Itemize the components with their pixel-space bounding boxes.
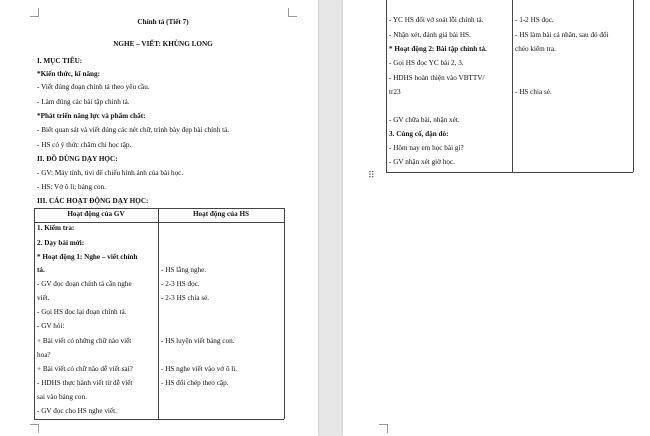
table-column-divider bbox=[158, 208, 159, 419]
student-cell-line: - HS lắng nghe. bbox=[161, 266, 207, 274]
table-border-left bbox=[386, 0, 387, 172]
table-header-divider bbox=[34, 222, 284, 223]
teacher-cell-line: + Bài viết có những chữ nào viết bbox=[37, 337, 132, 345]
document-page-2 bbox=[343, 0, 650, 436]
student-cell-line: - HS đổi chép theo cặp. bbox=[161, 379, 229, 387]
teacher-cell-line: - Nhận xét, đánh giá bài HS. bbox=[389, 31, 471, 39]
teacher-cell-line: - GV hỏi: bbox=[37, 322, 65, 330]
teacher-cell-line: 3. Củng cố, dặn dò: bbox=[389, 130, 449, 138]
student-cell-line: - 2-3 HS chia sẻ. bbox=[161, 294, 210, 302]
lesson-title: Chính tả (Tiết 7) bbox=[137, 18, 189, 26]
competence-item: - HS có ý thức chăm chỉ học tập. bbox=[37, 141, 132, 149]
competence-item: - Biết quan sát và viết đúng các nét chữ, trình bày đẹp bài chính tả. bbox=[37, 126, 230, 134]
teacher-cell-line: 2. Dạy bài mới: bbox=[37, 239, 85, 247]
competence-heading: *Phát triển năng lực và phẩm chất: bbox=[37, 112, 146, 120]
student-cell-line: - HS nghe viết vào vở ô li. bbox=[161, 365, 238, 373]
knowledge-item: - Viết đúng đoạn chính tả theo yêu cầu. bbox=[37, 83, 150, 91]
lesson-subtitle: NGHE – VIẾT: KHÙNG LONG bbox=[113, 40, 213, 48]
student-cell-line: - 1-2 HS đọc. bbox=[515, 16, 554, 24]
teacher-cell-line: hoa? bbox=[37, 351, 51, 359]
knowledge-heading: *Kiến thức, kĩ năng: bbox=[37, 70, 101, 78]
knowledge-item: - Làm đúng các bài tập chính tả. bbox=[37, 98, 130, 106]
crop-mark-bottom-left bbox=[30, 424, 39, 433]
teacher-cell-line: + Bài viết có chữ nào dễ viết sai? bbox=[37, 365, 133, 373]
teacher-cell-line: - HDHS thực hành viết từ dễ viết bbox=[37, 379, 133, 387]
table-border-bottom bbox=[34, 419, 284, 420]
student-cell-line: - HS chia sẻ. bbox=[515, 88, 552, 96]
table-border-right bbox=[633, 0, 634, 172]
teacher-cell-line: 1. Kiểm tra: bbox=[37, 224, 75, 232]
teacher-cell-line: - Gọi HS đọc lại đoạn chính tả. bbox=[37, 308, 127, 316]
crop-mark-top-left bbox=[30, 8, 39, 17]
table-header-teacher: Hoạt động của GV bbox=[67, 210, 125, 218]
table-border-left bbox=[34, 208, 35, 419]
equipment-item: - GV: Máy tính, tivi để chiếu hình ảnh của bài học. bbox=[37, 169, 184, 177]
student-cell-line: chéo kiểm tra. bbox=[515, 45, 556, 53]
teacher-cell-line: - Gọi HS đọc YC bài 2, 3. bbox=[389, 59, 464, 67]
teacher-cell-line: * Hoạt động 2: Bài tập chính tả. bbox=[389, 45, 487, 53]
teacher-cell-line: - GV đọc đoạn chính tả cần nghe bbox=[37, 280, 132, 288]
teacher-cell-line: - GV chữa bài, nhận xét. bbox=[389, 116, 460, 124]
crop-mark-top-right bbox=[288, 8, 297, 17]
table-border-right bbox=[284, 208, 285, 419]
teacher-cell-line: tr23 bbox=[389, 88, 401, 96]
document-page-1 bbox=[0, 0, 318, 436]
equipment-item: - HS: Vở ô li; bảng con. bbox=[37, 183, 106, 191]
teacher-cell-line: - Hôm nay em học bài gì? bbox=[389, 144, 464, 152]
section-activities-heading: III. CÁC HOẠT ĐỘNG DẠY HỌC: bbox=[37, 197, 149, 205]
crop-mark-bottom-left bbox=[379, 424, 388, 433]
teacher-cell-line: viết. bbox=[37, 294, 50, 302]
section-equipment-heading: II. ĐỒ DÙNG DẠY HỌC: bbox=[37, 155, 118, 163]
teacher-cell-line: tả. bbox=[37, 266, 45, 274]
teacher-cell-line: - HDHS hoàn thiện vào VBTTV/ bbox=[389, 74, 485, 82]
table-column-divider bbox=[512, 0, 513, 172]
table-border-top bbox=[34, 208, 284, 209]
section-objectives-heading: I. MỤC TIÊU: bbox=[37, 57, 83, 65]
teacher-cell-line: * Hoạt động 1: Nghe – viết chính bbox=[37, 253, 138, 261]
teacher-cell-line: - GV đọc cho HS nghe viết. bbox=[37, 407, 117, 415]
teacher-cell-line: - GV nhận xét giờ học. bbox=[389, 158, 455, 166]
student-cell-line: - HS luyện viết bảng con. bbox=[161, 337, 235, 345]
student-cell-line: - HS làm bài cá nhân, sau đó đổi bbox=[515, 31, 609, 39]
teacher-cell-line: - YC HS đổi vở soát lỗi chính tả. bbox=[389, 16, 484, 24]
table-border-bottom bbox=[386, 172, 633, 173]
student-cell-line: - 2-3 HS đọc. bbox=[161, 280, 200, 288]
table-move-handle-icon[interactable]: ⠿ bbox=[368, 171, 375, 181]
table-header-student: Hoạt động của HS bbox=[192, 210, 250, 218]
teacher-cell-line: sai vào bảng con. bbox=[37, 393, 87, 401]
